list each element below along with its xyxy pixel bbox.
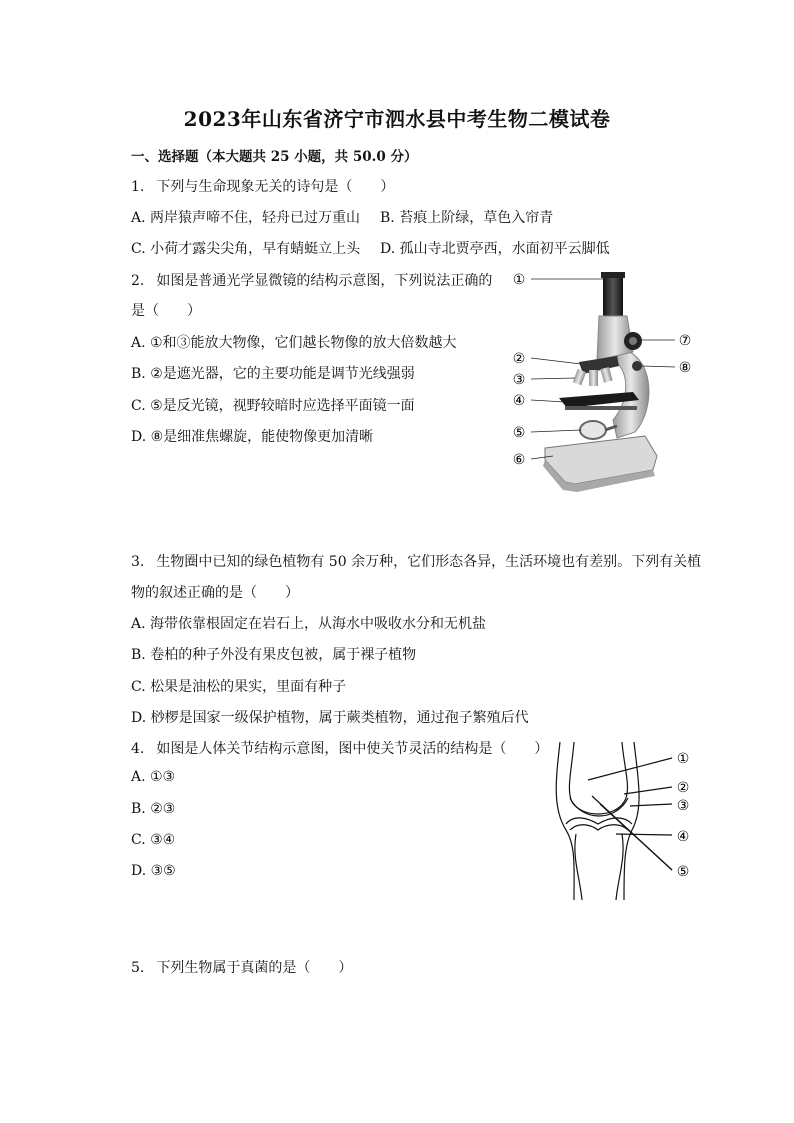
q4-option-c[interactable]: C. ③④ xyxy=(131,832,176,848)
microscope-label-7: ⑦ xyxy=(678,333,692,349)
q2-option-d[interactable]: D. ⑧是细准焦螺旋，能使物像更加清晰 xyxy=(131,429,374,445)
question-number: 4. xyxy=(131,741,145,757)
question-4-stem xyxy=(131,738,548,758)
question-number: 2. xyxy=(131,273,145,289)
question-1-stem xyxy=(131,176,394,196)
q4-option-d[interactable]: D. ③⑤ xyxy=(131,863,176,879)
q3-option-c[interactable]: C. 松果是油松的果实，里面有种子 xyxy=(131,679,347,695)
q3-option-a[interactable]: A. 海带依靠根固定在岩石上，从海水中吸收水分和无机盐 xyxy=(131,616,487,632)
microscope-label-6: ⑥ xyxy=(512,452,526,468)
microscope-diagram xyxy=(505,260,705,495)
question-text: 如图是人体关节结构示意图，图中使关节灵活的结构是（ ） xyxy=(156,741,549,757)
question-text: 生物圈中已知的绿色植物有 50 余万种，它们形态各异，生活环境也有差别。下列有关植 xyxy=(156,554,702,570)
question-2-stem-cont: 是（ ） xyxy=(131,303,201,319)
microscope-label-2: ② xyxy=(512,351,526,367)
question-number: 3. xyxy=(131,554,145,570)
joint-head xyxy=(569,742,627,814)
joint-label-4: ④ xyxy=(676,829,690,845)
q3-option-b[interactable]: B. 卷柏的种子外没有果皮包被，属于裸子植物 xyxy=(131,647,417,663)
mirror xyxy=(580,421,606,439)
q2-option-b[interactable]: B. ②是遮光器，它的主要功能是调节光线强弱 xyxy=(131,366,415,382)
q1-option-d[interactable]: D. 孤山寺北贾亭西，水面初平云脚低 xyxy=(380,241,610,257)
question-5-stem xyxy=(131,957,352,977)
question-text: 下列生物属于真菌的是（ ） xyxy=(156,960,353,976)
objective-lens xyxy=(573,369,586,385)
microscope-label-4: ④ xyxy=(512,393,526,409)
q3-option-d[interactable]: D. 桫椤是国家一级保护植物，属于蕨类植物，通过孢子繁殖后代 xyxy=(131,710,529,726)
joint-label-2: ② xyxy=(676,780,690,796)
question-number: 5. xyxy=(131,960,145,976)
fine-focus-knob xyxy=(632,361,642,371)
question-3-stem-cont: 物的叙述正确的是（ ） xyxy=(131,585,299,601)
joint-diagram xyxy=(552,738,702,903)
eyepiece xyxy=(603,274,623,316)
page-title: 2023年山东省济宁市泗水县中考生物二模试卷 xyxy=(183,107,611,131)
question-text: 下列与生命现象无关的诗句是（ ） xyxy=(156,179,395,195)
q2-option-a[interactable]: A. ①和③能放大物像，它们越长物像的放大倍数越大 xyxy=(131,335,457,351)
q1-option-c[interactable]: C. 小荷才露尖尖角，早有蜻蜓立上头 xyxy=(131,241,361,257)
q4-option-a[interactable]: A. ①③ xyxy=(131,769,176,785)
section-heading: 一、选择题（本大题共 25 小题，共 50.0 分） xyxy=(131,149,418,165)
microscope-label-3: ③ xyxy=(512,372,526,388)
joint-label-5: ⑤ xyxy=(676,864,690,880)
question-2-stem xyxy=(131,270,492,290)
question-3-stem xyxy=(131,551,701,571)
joint-label-3: ③ xyxy=(676,798,690,814)
q2-option-c[interactable]: C. ⑤是反光镜，视野较暗时应选择平面镜一面 xyxy=(131,398,415,414)
joint-label-1: ① xyxy=(676,751,690,767)
q4-option-b[interactable]: B. ②③ xyxy=(131,801,176,817)
microscope-label-1: ① xyxy=(512,272,526,288)
microscope-label-8: ⑧ xyxy=(678,360,692,376)
question-text: 如图是普通光学显微镜的结构示意图，下列说法正确的 xyxy=(156,273,493,289)
q1-option-b[interactable]: B. 苔痕上阶绿，草色入帘青 xyxy=(380,210,554,226)
q1-option-a[interactable]: A. 两岸猿声啼不住，轻舟已过万重山 xyxy=(131,210,361,226)
microscope-label-5: ⑤ xyxy=(512,425,526,441)
question-number: 1. xyxy=(131,179,145,195)
